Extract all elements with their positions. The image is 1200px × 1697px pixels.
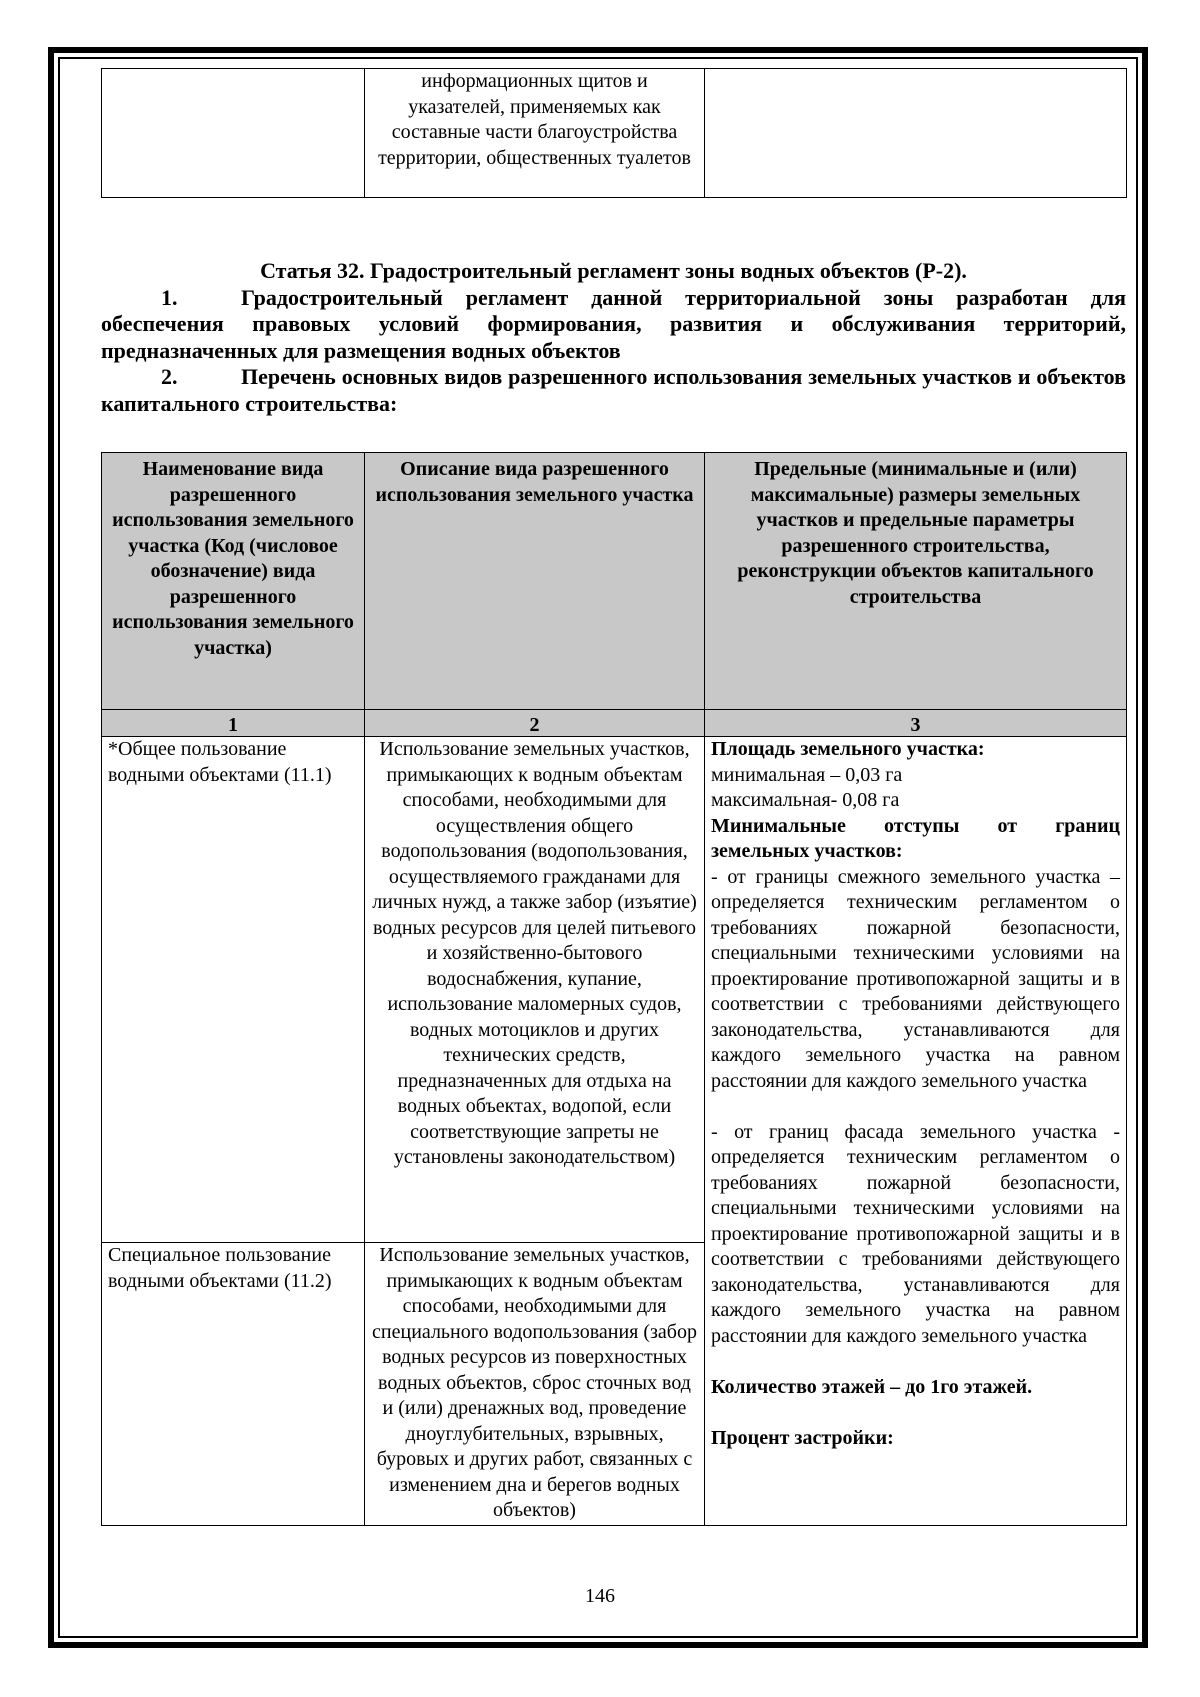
paragraph-2 [101,364,1126,417]
column-number: 3 [705,710,1127,737]
column-header: Наименование вида разрешенного использования земельного участка (Код (числовое обозначение) вида разрешенного использования земельного участка) [102,453,365,710]
area-max: максимальная- 0,08 га [711,789,900,811]
use-description-cell: Использование земельных участков, примыкающих к водным объектам способами, необходимыми для осуществления общего водопользования (водопользования, осуществляемого гражданами для личных нужд, а также забор (изъятие) водных ресурсов для целей питьевого и хозяйственно-бытового водоснабжения, купание, использование маломерных судов, водных мотоциклов и других технических средств, предназначенных для отдыха на водных объектах, водопой, если соответствующие запреты не установлены законодательством) [365,737,705,1243]
parameters-cell [705,737,1127,1526]
column-number: 2 [365,710,705,737]
spacer [711,1349,1120,1375]
table-row [102,69,1127,198]
spacer [711,1094,1120,1120]
header-row [102,453,1127,710]
column-header: Описание вида разрешенного использования земельного участка [365,453,705,710]
table-cell [102,69,365,198]
article-block [101,258,1126,417]
setback-title: Минимальные отступы от границ земельных участков: [711,814,1120,862]
column-number-row [102,710,1127,737]
paragraph-number: 1. [161,284,178,310]
floors-limit: Количество этажей – до 1го этажей. [711,1375,1033,1398]
area-title: Площадь земельного участка: [711,738,985,760]
setback-neighbor: - от границы смежного земельного участка – определяется техническим регламентом о требованиях пожарной безопасности, специальными техническими условиями на проектирование противопожарной защиты и в соответствии с требованиями действующего законодательства, устанавливаются для каждого земельного участка на равном расстоянии для каждого земельного участка [711,865,1120,1092]
setback-facade: - от границ фасада земельного участка - определяется техническим регламентом о требованиях пожарной безопасности, специальными техническими условиями на проектирование противопожарной защиты и в соответствии с требованиями действующего законодательства, устанавливаются для каждого земельного участка на равном расстоянии для каждого земельного участка [711,1120,1120,1347]
spacer [711,1400,1120,1426]
area-min: минимальная – 0,03 га [711,763,903,786]
table-cell [705,69,1127,198]
article-title: Статья 32. Градостроительный регламент зоны водных объектов (Р-2). [260,258,967,283]
column-number: 1 [102,710,365,737]
paragraph-text: Перечень основных видов разрешенного использования земельных участков и объектов капитального строительства: [101,364,1126,416]
paragraph-number: 2. [161,364,178,389]
continuation-table [101,68,1127,198]
coverage-title: Процент застройки: [711,1426,894,1449]
use-name-cell: Специальное пользование водными объектами (11.2) [102,1243,365,1526]
table-cell: информационных щитов и указателей, применяемых как составные части благоустройства территории, общественных туалетов [365,69,705,198]
page-number: 146 [585,1585,615,1607]
paragraph-1 [101,285,1126,365]
zoning-table [101,452,1127,1526]
use-name-cell: *Общее пользование водными объектами (11.1) [102,737,365,1243]
column-header: Предельные (минимальные и (или) максимальные) размеры земельных участков и предельные параметры разрешенного строительства, реконструкции объектов капитального строительства [705,453,1127,710]
use-description-cell: Использование земельных участков, примыкающих к водным объектам способами, необходимыми для специального водопользования (забор водных ресурсов из поверхностных водных объектов, сброс сточных вод и (или) дренажных вод, проведение дноуглубительных, взрывных, буровых и других работ, связанных с изменением дна и берегов водных объектов) [365,1243,705,1526]
table-row [102,737,1127,1243]
paragraph-text: Градостроительный регламент данной территориальной зоны разработан для обеспечения правовых условий формирования, развития и обслуживания территорий, предназначенных для размещения водных объектов [101,284,1126,363]
